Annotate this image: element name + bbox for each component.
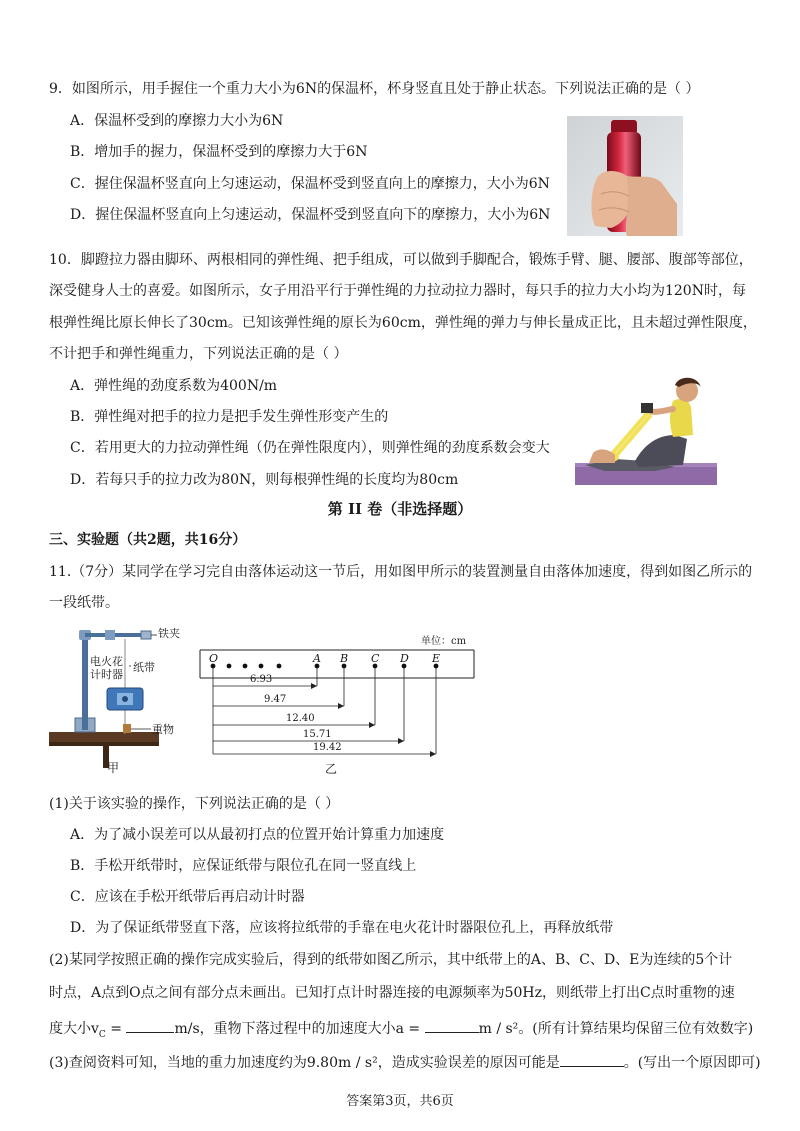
q10-stem-line2: 深受健身人士的喜爱。如图所示，女子用沿平行于弹性绳的力拉动拉力器时，每只手的拉力大小均为120N时，每 [49, 283, 746, 299]
q11-stem-line2: 一段纸带。 [49, 595, 119, 611]
tape-point-a: A [313, 652, 321, 665]
label-tape: 纸带 [133, 661, 155, 674]
q11-part2-line3 [49, 1017, 753, 1045]
label-timer-line2: 计时器 [90, 668, 123, 681]
figure-jia [45, 626, 190, 776]
q11-part2-line2: 时点，A点到O点之间有部分点未画出。已知打点计时器连接的电源频率为50Hz，则纸带上打出C点时重物的速 [49, 985, 735, 1001]
error-reason-blank[interactable] [560, 1051, 624, 1067]
q11-part2-line1: (2)某同学按照正确的操作完成实验后，得到的纸带如图乙所示，其中纸带上的A、B、C、D、E为连续的5个计 [49, 952, 733, 968]
q11-part3 [49, 1051, 761, 1073]
q11-part1-option-a: A．为了减小误差可以从最初打点的位置开始计算重力加速度 [70, 827, 445, 843]
acceleration-unit-note: m / s²。(所有计算结果均保留三位有效数字) [478, 1021, 754, 1037]
tape-point-d: D [400, 652, 409, 665]
q9-option-d: D．握住保温杯竖直向上匀速运动，保温杯受到竖直向下的摩擦力，大小为6N [70, 207, 551, 223]
section3-heading: 三、实验题（共2题，共16分） [49, 532, 247, 548]
part3-tail: 。(写出一个原因即可) [623, 1055, 761, 1071]
q10-option-b: B．弹性绳对把手的拉力是把手发生弹性形变产生的 [70, 409, 389, 425]
distance-ob: 9.47 [264, 694, 287, 705]
distance-oe: 19.42 [313, 742, 342, 753]
fitness-photo [575, 373, 717, 485]
velocity-label: 度大小v [49, 1021, 99, 1037]
thermos-photo [567, 116, 683, 236]
acceleration-label: m/s，重物下落过程中的加速度大小a = [174, 1021, 425, 1037]
q10-option-d: D．若每只手的拉力改为80N，则每根弹性绳的长度均为80cm [70, 472, 459, 488]
caption-jia: 甲 [107, 761, 120, 775]
q9-option-c: C．握住保温杯竖直向上匀速运动，保温杯受到竖直向上的摩擦力，大小为6N [70, 176, 550, 192]
velocity-subscript: C [98, 1029, 106, 1040]
q10-stem-line4: 不计把手和弹性绳重力，下列说法正确的是（ ） [49, 346, 348, 362]
acceleration-answer-blank[interactable] [425, 1017, 479, 1033]
q11-part1-option-c: C．应该在手松开纸带后再启动计时器 [70, 889, 305, 905]
q11-stem-line1: 11.（7分）某同学在学习完自由落体运动这一节后，用如图甲所示的装置测量自由落体加速度，得到如图乙所示的 [49, 564, 753, 580]
equals-sign: = [105, 1021, 127, 1037]
tape-point-b: B [340, 652, 349, 665]
part3-stem: (3)查阅资料可知，当地的重力加速度约为9.80m / s²，造成实验误差的原因可能是 [49, 1055, 560, 1071]
distance-oc: 12.40 [286, 713, 315, 724]
section-title: 第 II 卷（非选择题） [327, 500, 473, 518]
q9-option-a: A．保温杯受到的摩擦力大小为6N [70, 113, 284, 129]
label-iron-clamp: 铁夹 [158, 627, 180, 640]
q11-part1-stem: (1)关于该实验的操作，下列说法正确的是（ ） [49, 796, 340, 812]
distance-od: 15.71 [303, 729, 332, 740]
q11-part1-option-d: D．为了保证纸带竖直下落，应该将拉纸带的手靠在电火花计时器限位孔上，再释放纸带 [70, 920, 614, 936]
caption-yi: 乙 [325, 762, 338, 776]
q10-stem-line1: 10．脚蹬拉力器由脚环、两根相同的弹性绳、把手组成，可以做到手脚配合，锻炼手臂、腿、腰部、腹部等部位， [49, 252, 753, 268]
tape-point-e: E [432, 652, 441, 665]
q11-part1-option-b: B．手松开纸带时，应保证纸带与限位孔在同一竖直线上 [70, 858, 417, 874]
distance-oa: 6.93 [250, 674, 273, 685]
velocity-answer-blank[interactable] [126, 1017, 174, 1033]
q10-option-c: C．若用更大的力拉动弹性绳（仍在弹性限度内），则弹性绳的劲度系数会变大 [70, 440, 550, 456]
q9-option-b: B．增加手的握力，保温杯受到的摩擦力大于6N [70, 144, 368, 160]
tape-point-c: C [371, 652, 380, 665]
label-timer-line1: 电火花 [90, 655, 123, 668]
page-footer: 答案第3页，共6页 [346, 1094, 454, 1109]
q9-stem: 9．如图所示，用手握住一个重力大小为6N的保温杯，杯身竖直且处于静止状态。下列说法正确的是（ ） [49, 81, 700, 97]
q10-stem-line3: 根弹性绳比原长伸长了30cm。已知该弹性绳的原长为60cm，弹性绳的弹力与伸长量成正比，且未超过弹性限度， [49, 315, 757, 331]
tape-point-o: O [209, 652, 219, 665]
q10-option-a: A．弹性绳的劲度系数为400N/m [70, 378, 278, 394]
tape-unit: 单位：cm [421, 636, 467, 647]
label-weight: 重物 [152, 723, 174, 736]
